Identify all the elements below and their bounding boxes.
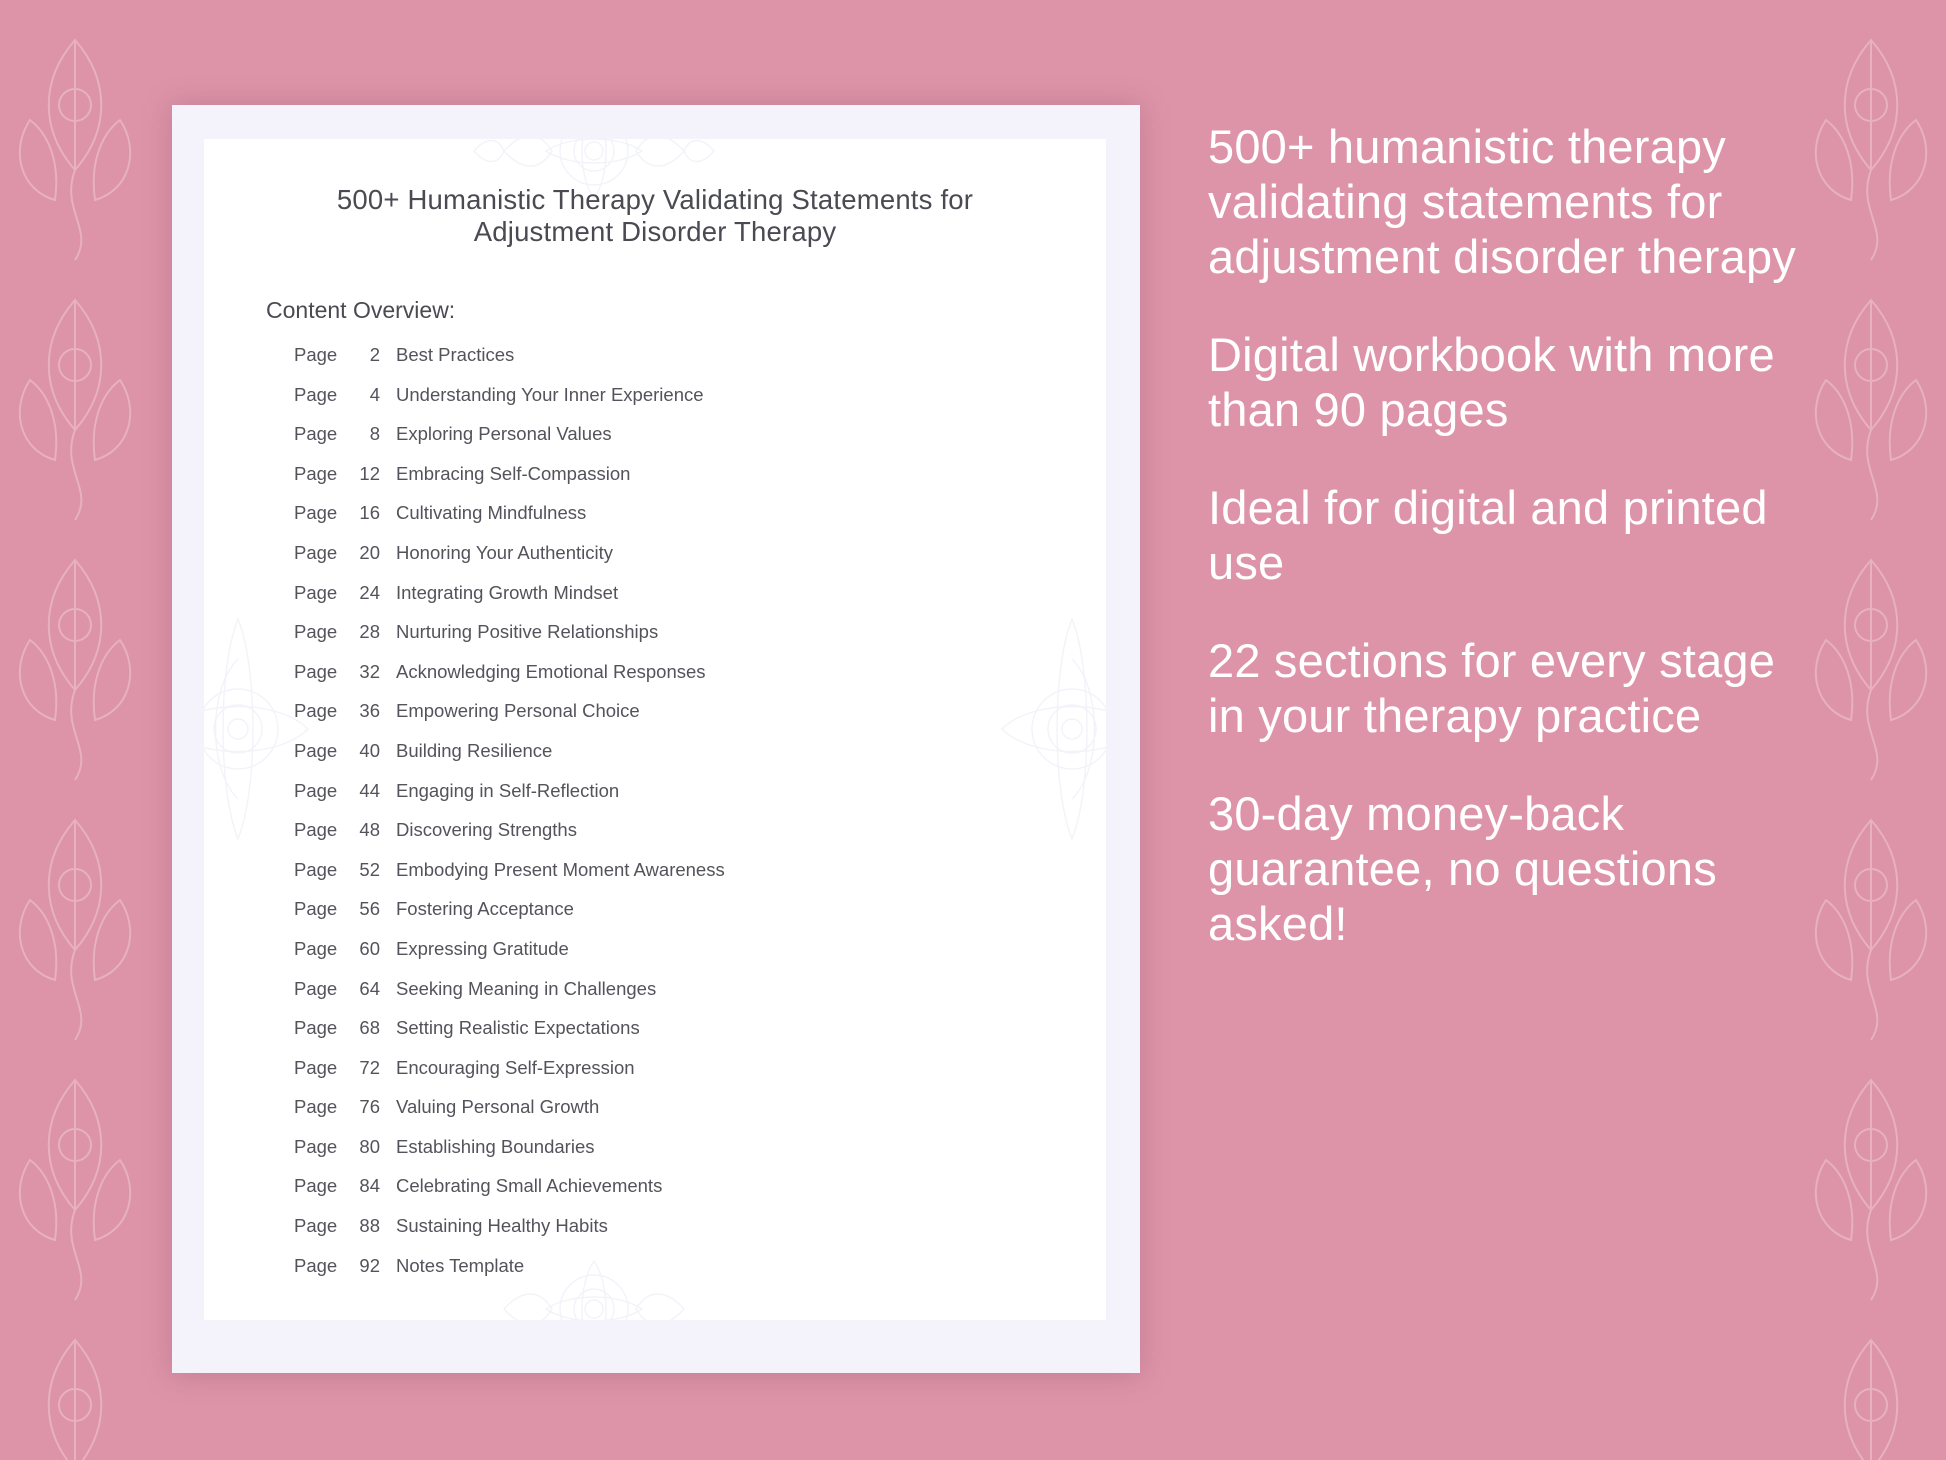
toc-section-title: Fostering Acceptance bbox=[396, 898, 574, 920]
toc-page-number: 60 bbox=[359, 937, 380, 959]
toc-page-number: 28 bbox=[359, 621, 380, 643]
toc-page-label: Page bbox=[294, 1056, 338, 1078]
toc-page-label: Page bbox=[294, 502, 338, 524]
toc-page-number: 56 bbox=[359, 898, 380, 920]
toc-section-title: Integrating Growth Mindset bbox=[396, 581, 619, 603]
toc-section-title: Valuing Personal Growth bbox=[396, 1096, 600, 1118]
toc-row bbox=[294, 819, 1054, 859]
toc-row bbox=[294, 700, 1054, 740]
toc-section-title: Building Resilience bbox=[396, 739, 553, 761]
toc-page-label: Page bbox=[294, 383, 338, 405]
toc-section-title: Embodying Present Moment Awareness bbox=[396, 858, 725, 880]
toc-page-number: 72 bbox=[359, 1056, 380, 1078]
toc-row bbox=[294, 859, 1054, 899]
toc-section-title: Honoring Your Authenticity bbox=[396, 541, 614, 563]
toc-row bbox=[294, 661, 1054, 701]
toc-page-label: Page bbox=[294, 660, 338, 682]
toc-section-title: Embracing Self-Compassion bbox=[396, 462, 631, 484]
toc-section-title: Cultivating Mindfulness bbox=[396, 502, 587, 524]
toc-section-title: Setting Realistic Expectations bbox=[396, 1017, 640, 1039]
toc-page-number: 16 bbox=[359, 502, 380, 524]
toc-page-label: Page bbox=[294, 1254, 338, 1276]
toc-row bbox=[294, 582, 1054, 622]
promo-feature-list bbox=[1208, 120, 1808, 952]
toc-section-title: Encouraging Self-Expression bbox=[396, 1056, 635, 1078]
toc-page-number: 24 bbox=[359, 581, 380, 603]
floral-border-right-icon bbox=[1796, 0, 1946, 1460]
toc-page-label: Page bbox=[294, 541, 338, 563]
toc-page-number: 48 bbox=[359, 819, 380, 841]
toc-page-label: Page bbox=[294, 1096, 338, 1118]
toc-page-number: 20 bbox=[359, 541, 380, 563]
toc-row bbox=[294, 978, 1054, 1018]
document-page bbox=[204, 139, 1106, 1320]
toc-page-number: 52 bbox=[359, 858, 380, 880]
toc-page-number: 12 bbox=[359, 462, 380, 484]
toc-row bbox=[294, 621, 1054, 661]
promo-feature-text: 500+ humanistic therapy validating statements for adjustment disorder therapy bbox=[1208, 120, 1796, 283]
toc-section-title: Notes Template bbox=[396, 1254, 525, 1276]
floral-border-left-icon bbox=[0, 0, 150, 1460]
toc-row bbox=[294, 1017, 1054, 1057]
toc-row bbox=[294, 1215, 1054, 1255]
toc-page-label: Page bbox=[294, 344, 338, 365]
toc-section-title: Nurturing Positive Relationships bbox=[396, 621, 659, 643]
promo-feature-text: Digital workbook with more than 90 pages bbox=[1208, 327, 1775, 436]
toc-row bbox=[294, 1255, 1054, 1295]
toc-page-number: 64 bbox=[359, 977, 380, 999]
toc-page-label: Page bbox=[294, 858, 338, 880]
promo-feature-text: 22 sections for every stage in your therapy practice bbox=[1208, 633, 1776, 742]
toc-section-title: Best Practices bbox=[396, 344, 515, 365]
toc-page-label: Page bbox=[294, 1175, 338, 1197]
toc-section-title: Acknowledging Emotional Responses bbox=[396, 660, 706, 682]
toc-page-label: Page bbox=[294, 462, 338, 484]
toc-page-number: 44 bbox=[359, 779, 380, 801]
toc-page-number: 2 bbox=[369, 344, 380, 365]
toc-page-label: Page bbox=[294, 1017, 338, 1039]
toc-section-title: Celebrating Small Achievements bbox=[396, 1175, 663, 1197]
toc-row bbox=[294, 1057, 1054, 1097]
toc-page-number: 88 bbox=[359, 1215, 380, 1237]
toc-page-number: 4 bbox=[369, 383, 380, 405]
toc-row bbox=[294, 1096, 1054, 1136]
toc-row bbox=[294, 423, 1054, 463]
toc-row bbox=[294, 898, 1054, 938]
toc-page-label: Page bbox=[294, 1135, 338, 1157]
toc-page-number: 36 bbox=[359, 700, 380, 722]
toc-row bbox=[294, 463, 1054, 503]
toc-page-label: Page bbox=[294, 819, 338, 841]
toc-page-label: Page bbox=[294, 621, 338, 643]
content-overview-label: Content Overview: bbox=[266, 297, 456, 323]
toc-page-number: 76 bbox=[359, 1096, 380, 1118]
toc-section-title: Empowering Personal Choice bbox=[396, 700, 640, 722]
toc-section-title: Exploring Personal Values bbox=[396, 423, 612, 445]
page-title: 500+ Humanistic Therapy Validating Statements for Adjustment Disorder Therapy bbox=[336, 184, 974, 248]
toc-row bbox=[294, 384, 1054, 424]
toc-page-label: Page bbox=[294, 700, 338, 722]
toc-row bbox=[294, 344, 1054, 384]
toc-page-label: Page bbox=[294, 1215, 338, 1237]
toc-page-label: Page bbox=[294, 779, 338, 801]
toc-page-label: Page bbox=[294, 581, 338, 603]
toc-page-number: 8 bbox=[369, 423, 380, 445]
toc-section-title: Sustaining Healthy Habits bbox=[396, 1215, 608, 1237]
toc-page-label: Page bbox=[294, 423, 338, 445]
toc-section-title: Engaging in Self-Reflection bbox=[396, 779, 620, 801]
toc-page-number: 40 bbox=[359, 739, 380, 761]
promo-feature-text: 30-day money-back guarantee, no questions asked! bbox=[1208, 786, 1717, 950]
toc-row bbox=[294, 502, 1054, 542]
toc-row bbox=[294, 740, 1054, 780]
toc-row bbox=[294, 780, 1054, 820]
toc-page-number: 84 bbox=[359, 1175, 380, 1197]
toc-page-number: 80 bbox=[359, 1135, 380, 1157]
toc-section-title: Establishing Boundaries bbox=[396, 1135, 595, 1157]
promo-feature-text: Ideal for digital and printed use bbox=[1208, 480, 1768, 589]
toc-section-title: Expressing Gratitude bbox=[396, 937, 569, 959]
toc-row bbox=[294, 1175, 1054, 1215]
toc-page-number: 92 bbox=[359, 1254, 380, 1276]
toc-page-label: Page bbox=[294, 739, 338, 761]
toc-section-title: Discovering Strengths bbox=[396, 819, 577, 841]
toc-page-number: 32 bbox=[359, 660, 380, 682]
toc-row bbox=[294, 1136, 1054, 1176]
toc-row bbox=[294, 542, 1054, 582]
toc-page-label: Page bbox=[294, 977, 338, 999]
table-of-contents bbox=[294, 344, 1054, 1294]
toc-page-number: 68 bbox=[359, 1017, 380, 1039]
toc-page-label: Page bbox=[294, 937, 338, 959]
toc-section-title: Seeking Meaning in Challenges bbox=[396, 977, 657, 999]
toc-row bbox=[294, 938, 1054, 978]
toc-page-label: Page bbox=[294, 898, 338, 920]
toc-section-title: Understanding Your Inner Experience bbox=[396, 383, 704, 405]
